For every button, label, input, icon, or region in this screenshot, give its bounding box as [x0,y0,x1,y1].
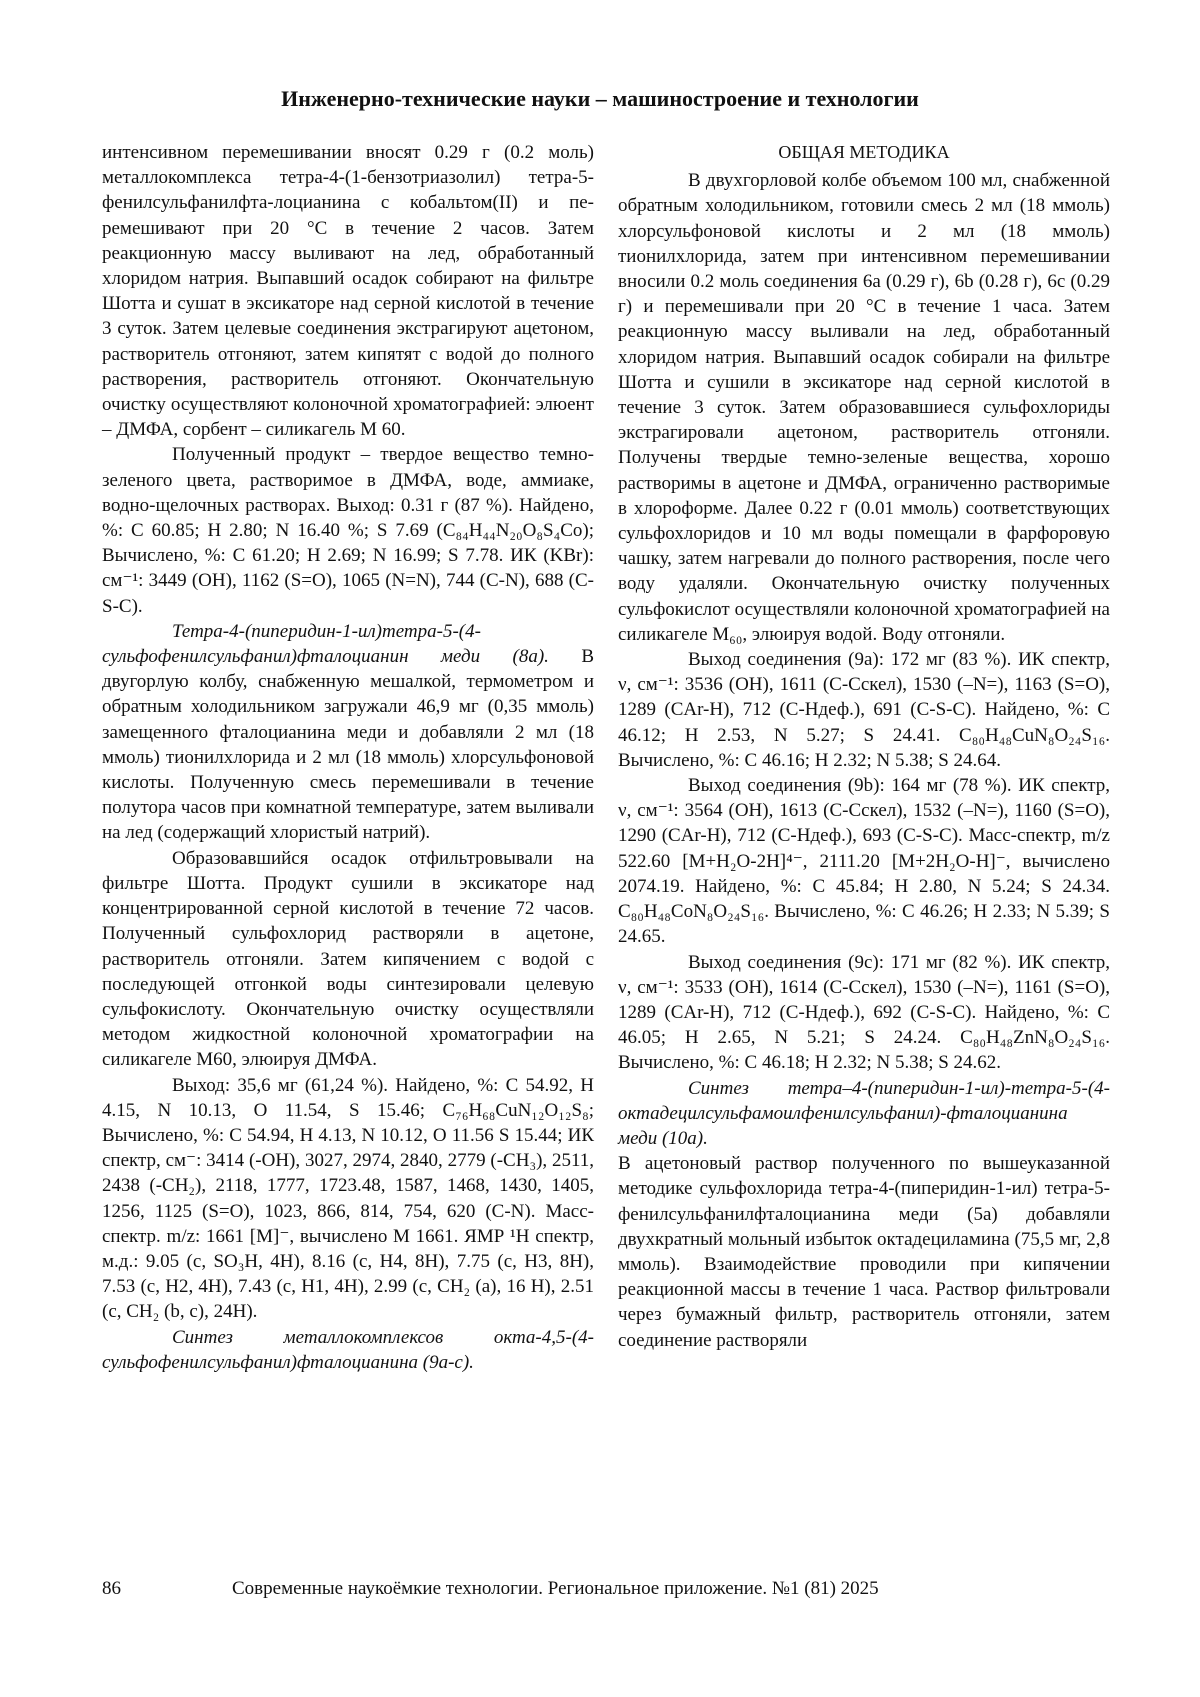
paragraph: Образовавшийся осадок отфильтровывали на фильтре Шотта. Продукт сушили в эксикаторе над концентрированной серной кислотой в течение 72 часов. Полученный сульфохлорид растворяли в ацетоне, растворитель отгоняли. Затем кипячением с водой с последующей отгонкой воды синтезировали целевую сульфокислоту. Окончательную очистку осуществляли методом жидкостной колоночной хроматографии на силикагеле М60, элюируя ДМФА. [102,847,594,1071]
running-header: Инженерно-технические науки – машиностроение и технологии [281,86,919,111]
paragraph: Выход: 35,6 мг (61,24 %). Найдено, %: C 54.92, H 4.15, N 10.13, O 11.54, S 15.46; C₇₆H₆₈CuN₁₂O₁₂S₈; Вычислено, %: C 54.94, H 4.13, N 10.12, O 11.56 S 15.44; ИК спектр, см⁻: 3414 (-OH), 3027, 2974, 2840, 2779 (-CH₃), 2511, 2438 (-CH₂), 2118, 1777, 1723.48, 1587, 1468, 1430, 1405, 1256, 1125 (S=O), 1023, 866, 814, 754, 620 (C-N). Масс-спектр. m/z: 1661 [M]⁻, вычислено М 1661. ЯМР ¹Н спектр, м.д.: 9.05 (с, SO₃H, 4H), 8.16 (с, H4, 8H), 7.75 (с, H3, 8H), 7.53 (с, H2, 4H), 7.43 (с, H1, 4H), 2.99 (с, CH₂ (a), 16 H), 2.51 (с, CH₂ (b, c), 24H). [102,1074,594,1323]
paragraph [102,619,594,846]
page-number: 86 [102,1578,121,1599]
section-title: Тетра-4-(пиперидин-1-ил)тетра-5-(4-сульфофенилсульфанил)фталоцианин меди (8а). [102,620,549,668]
paragraph: Выход соединения (9b): 164 мг (78 %). ИК спектр, ν, см⁻¹: 3564 (OH), 1613 (C-Cскел), 1532 (–N=), 1160 (S=O), 1290 (CAr-H), 712 (C-Hдеф.), 693 (C-S-C). Масс-спектр, m/z 522.60 [M+H₂O-2H]⁴⁻, 2111.20 [M+2H₂O-H]⁻, вычислено 2074.19. Найдено, %: C 45.84; H 2.80, N 5.24; S 24.34. C₈₀H₄₈CoN₈O₂₄S₁₆. Вычислено, %: C 46.26; H 2.33; N 5.39; S 24.65. [618,775,1110,948]
left-column [102,140,594,1375]
right-column [618,140,1110,1353]
journal-name: Современные наукоёмкие технологии. Региональное приложение. №1 (81) 2025 [232,1578,879,1599]
section-heading: ОБЩАЯ МЕТОДИКА [778,142,950,162]
paragraph: В ацетоновый раствор полученного по вышеуказанной методике сульфохлорида тетра-4-(пиперидин-1-ил) тетра-5-фенилсульфанилфталоцианина меди (5a) добавляли двухкратный мольный избыток октадециламина (75,5 мг, 2,8 ммоль). Взаимодействие проводили при кипячении реакционной массы в течение 1 часа. Раствор фильтровали через бумажный фильтр, растворитель отгоняли, затем соединение растворяли [618,1153,1110,1351]
paragraph-body: В двугорлую колбу, снабженную мешалкой, термометром и обратным холодильником загружали 46,9 мг (0,35 ммоль) замещенного фталоцианина меди и добавляли 2 мл (18 ммоль) тионилхлорида и 2 мл (18 ммоль) хлорсульфоновой кислоты. Полученную смесь перемешивали в течение полутора часов при комнатной температуре, затем выливали на лед (содержащий хлористый натрий). [102,646,595,844]
section-title: Синтез металлокомплексов окта-4,5-(4-сульфофенилсульфанил)фталоцианина (9а-с). [102,1326,594,1373]
paragraph: Полученный продукт – твердое вещество темно-зеленого цвета, растворимое в ДМФА, воде, аммиаке, водно-щелочных растворах. Выход: 0.31 г (87 %). Найдено, %: C 60.85; H 2.80; N 16.40 %; S 7.69 (C₈₄H₄₄N₂₀O₈S₄Co); Вычислено, %: C 61.20; H 2.69; N 16.99; S 7.78. ИК (KBr): см⁻¹: 3449 (OH), 1162 (S=O), 1065 (N=N), 744 (C-N), 688 (C-S-C). [102,444,594,617]
section-title: Синтез тетра–4-(пиперидин-1-ил)-тетра-5-(4-октадецилсульфамоилфенилсульфанил)-фталоцианина меди (10a). [618,1077,1110,1149]
paragraph: В двухгорловой колбе объемом 100 мл, снабженной обратным холодильником, готовили смесь 2 мл (18 ммоль) хлорсульфоновой кислоты и 2 мл (18 ммоль) тионилхлорида, затем при интенсивном перемешивании вносили 0.2 моль соединения 6a (0.29 г), 6b (0.28 г), 6c (0.29 г) и перемешивали при 20 °С в течение 1 часа. Затем реакционную массу выливали на лед, обработанный хлоридом натрия. Выпавший осадок собирали на фильтре Шотта и сушили в эксикаторе над серной кислотой в течение 3 суток. Затем образовавшиеся сульфохлориды экстрагировали ацетоном, растворитель отгоняли. Получены твердые темно-зеленые вещества, хорошо растворимы в ацетоне и ДМФА, ограниченно растворимые в хлороформе. Далее 0.22 г (0.01 ммоль) соответствующих сульфохлоридов и 10 мл воды помещали в фарфоровую чашку, затем нагревали до полного растворения, после чего воду удаляли. Окончательную очистку полученных сульфокислот осуществляли колоночной хроматографией на силикагеле M₆₀, элюируя водой. Воду отгоняли. [618,170,1110,645]
paragraph: интенсивном перемешивании вносят 0.29 г (0.2 моль) металлокомплекса тетра-4-(1-бензотриазолил) тетра-5-фенилсульфанилфта-лоцианина с кобальтом(II) и пе-ремешивают при 20 °С в течение 2 часов. Затем реакционную массу выливают на лед, обработанный хлоридом натрия. Выпавший осадок собирают на фильтре Шотта и сушат в эксикаторе над серной кислотой в течение 3 суток. Затем целевые соединения экстрагируют ацетоном, растворитель отгоняют, затем кипятят с водой до полного растворения, растворитель отгоняют. Окончательную очистку осуществляют колоночной хроматографией: элюент – ДМФА, сорбент – силикагель М 60. [102,142,594,441]
paragraph: Выход соединения (9a): 172 мг (83 %). ИК спектр, ν, см⁻¹: 3536 (OH), 1611 (C-Cскел), 1530 (–N=), 1163 (S=O), 1289 (CAr-H), 712 (C-Hдеф.), 691 (C-S-C). Найдено, %: C 46.12; H 2.53, N 5.27; S 24.41. C₈₀H₄₈CuN₈O₂₄S₁₆. Вычислено, %: C 46.16; H 2.32; N 5.38; S 24.64. [618,649,1110,771]
paragraph: Выход соединения (9c): 171 мг (82 %). ИК спектр, ν, см⁻¹: 3533 (OH), 1614 (C-Cскел), 1530 (–N=), 1161 (S=O), 1289 (CAr-H), 712 (C-Hдеф.), 692 (C-S-C). Найдено, %: C 46.05; H 2.65, N 5.21; S 24.24. C₈₀H₄₈ZnN₈O₂₄S₁₆. Вычислено, %: C 46.18; H 2.32; N 5.38; S 24.62. [618,951,1110,1074]
